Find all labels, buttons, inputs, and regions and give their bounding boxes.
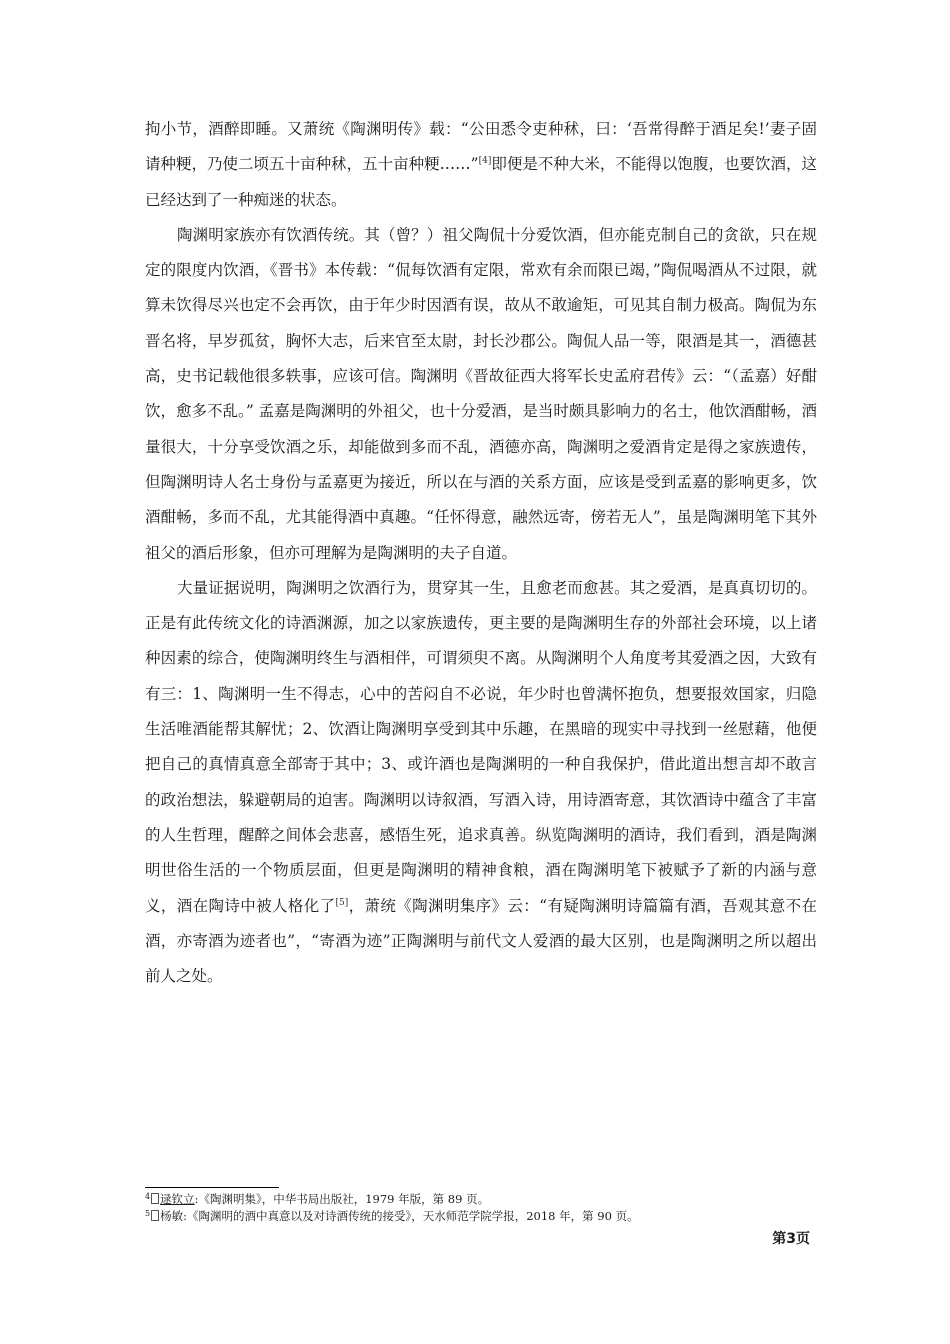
paragraph-text: 大量证据说明，陶渊明之饮酒行为，贯穿其一生，且愈老而愈甚。其之爱酒，是真真切切的。正是有此传统文化的诗酒渊源，加之以家族遗传，更主要的是陶渊明生存的外部社会环境，以上诸种因素的综合，使陶渊明终生与酒相伴，可谓须臾不离。从陶渊明个人角度考其爱酒之因，大致有有三：1、陶渊明一生不得志，心中的苦闷自不必说，年少时也曾满怀抱负，想要报效国家，归隐生活唯酒能帮其解忧；2、饮酒让陶渊明享受到其中乐趣，在黑暗的现实中寻找到一丝慰藉，他便把自己的真情真意全部寄于其中；3、或许酒也是陶渊明的一种自我保护，借此道出想言却不敢言的政治想法，躲避朝局的迫害。陶渊明以诗叙酒，写酒入诗，用诗酒寄意，其饮酒诗中蕴含了丰富的人生哲理，醒醉之间体会悲喜，感悟生死，追求真善。纵览陶渊明的酒诗，我们看到，酒是陶渊明世俗生活的一个物质层面，但更是陶渊明的精神食粮，酒在陶渊明笔下被赋予了新的内涵与意义，酒在陶诗中被人格化了: [145, 578, 817, 915]
footnote-separator: [145, 1187, 279, 1188]
paragraph-text: 陶渊明家族亦有饮酒传统。其（曾？）祖父陶侃十分爱饮酒，但亦能克制自己的贪欲，只在规定的限度内饮酒，《晋书》本传载：“侃每饮酒有定限，常欢有余而限已竭，”陶侃喝酒从不过限，就算未饮得尽兴也定不会再饮，由于年少时因酒有误，故从不敢逾矩，可见其自制力极高。陶侃为东晋名将，早岁孤贫，胸怀大志，后来官至太尉，封长沙郡公。陶侃人品一等，限酒是其一，酒德甚高，史书记载他很多轶事，应该可信。陶渊明《晋故征西大将军长史孟府君传》云：“（孟嘉）好酣饮，愈多不乱。” 孟嘉是陶渊明的外祖父，也十分爱酒，是当时颇具影响力的名士，他饮酒酣畅，酒量很大，十分享受饮酒之乐，却能做到多而不乱，酒德亦高，陶渊明之爱酒肯定是得之家族遗传，但陶渊明诗人名士身份与孟嘉更为接近，所以在与酒的关系方面，应该是受到孟嘉的影响更多，饮酒酣畅，多而不乱，尤其能得酒中真趣。“任怀得意，融然远寄，傍若无人”，虽是陶渊明笔下其外祖父的酒后形象，但亦可理解为是陶渊明的夫子自道。: [145, 225, 817, 562]
footnote-box-icon: [151, 1210, 159, 1221]
footnote-mark: 5: [145, 1209, 151, 1218]
paragraph-text: ，萧统《陶渊明集序》云：“有疑陶渊明诗篇篇有酒，吾观其意不在酒，亦寄酒为迹者也”，“寄酒为迹”正陶渊明与前代文人爱酒的最大区别，也是陶渊明之所以超出前人之处。: [145, 896, 817, 986]
footnote-text: :《陶渊明集》，中华书局出版社，1979 年版，第 89 页。: [194, 1192, 490, 1206]
paragraph-3: [145, 571, 817, 995]
paragraph-text: 即便是不种大米，不能得以饱腹，也要饮酒，这已经达到了一种痴迷的状态。: [145, 155, 817, 209]
citation-5: [5]: [335, 897, 349, 908]
footnote-author: 逯钦立: [160, 1192, 195, 1206]
page-number: 第3页: [772, 1231, 810, 1247]
citation-4: [4]: [478, 156, 492, 167]
footnote-4: [145, 1191, 817, 1208]
footnote-text: :《陶渊明的酒中真意以及对诗酒传统的接受》，天水师范学院学报，2018 年，第 90 页。: [183, 1209, 639, 1223]
paragraph-text: 拘小节，酒醉即睡。又萧统《陶渊明传》载：“公田悉令吏种秫，曰：‘吾常得醉于酒足矣!’妻子固请种粳，乃使二顷五十亩种秫，五十亩种粳……”: [145, 120, 817, 174]
footnote-5: [145, 1208, 817, 1225]
footnote-author: 杨敏: [160, 1209, 184, 1223]
footnotes: [145, 1191, 817, 1225]
body-text: [145, 112, 817, 994]
footnote-mark: 4: [145, 1192, 151, 1201]
footnote-box-icon: [151, 1193, 159, 1204]
paragraph-1: [145, 112, 817, 218]
paragraph-2: [145, 218, 817, 571]
